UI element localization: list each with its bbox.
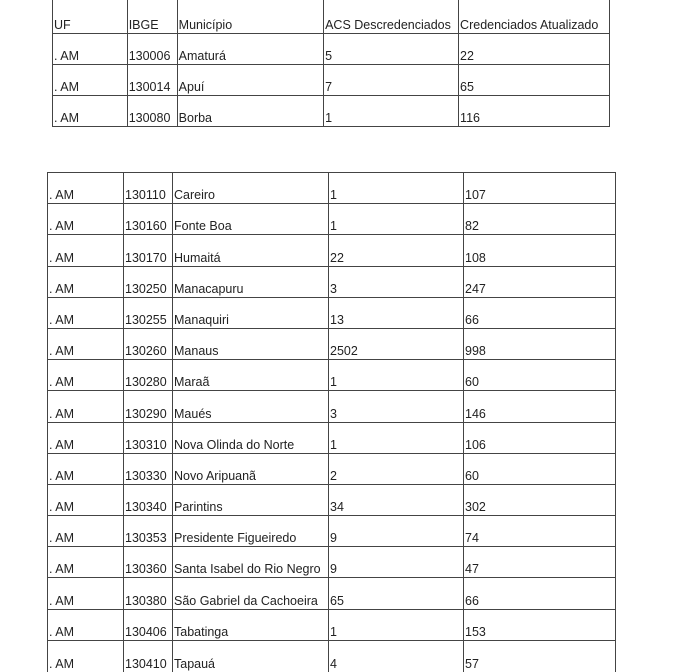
table-row [48,391,616,422]
header-municipio: Município [177,0,323,33]
table-row [48,547,616,578]
cell-uf: . AM [48,266,124,297]
cell-acs: 1 [329,204,464,235]
cell-credenciados: 107 [464,173,616,204]
cell-credenciados: 60 [464,453,616,484]
cell-acs: 22 [329,235,464,266]
header-ibge: IBGE [127,0,177,33]
header-credenciados-atualizado: Credenciados Atualizado [459,0,610,33]
cell-municipio: Borba [177,95,323,126]
cell-acs: 5 [324,33,459,64]
cell-acs: 1 [329,173,464,204]
table-row [48,453,616,484]
cell-municipio: Amaturá [177,33,323,64]
cell-municipio: São Gabriel da Cachoeira [173,578,329,609]
cell-credenciados: 47 [464,547,616,578]
table-row [48,173,616,204]
cell-credenciados: 22 [459,33,610,64]
cell-ibge: 130006 [127,33,177,64]
cell-ibge: 130310 [124,422,173,453]
cell-credenciados: 60 [464,360,616,391]
cell-credenciados: 108 [464,235,616,266]
cell-acs: 2 [329,453,464,484]
cell-credenciados: 65 [459,64,610,95]
cell-acs: 13 [329,297,464,328]
cell-uf: . AM [48,360,124,391]
cell-ibge: 130330 [124,453,173,484]
cell-uf: . AM [48,391,124,422]
cell-uf: . AM [48,173,124,204]
cell-ibge: 130080 [127,95,177,126]
cell-ibge: 130410 [124,640,173,671]
cell-credenciados: 57 [464,640,616,671]
cell-ibge: 130406 [124,609,173,640]
header-uf: UF [53,0,128,33]
cell-acs: 3 [329,391,464,422]
table-row [48,422,616,453]
cell-acs: 9 [329,547,464,578]
cell-acs: 1 [329,422,464,453]
cell-acs: 3 [329,266,464,297]
cell-uf: . AM [48,328,124,359]
cell-municipio: Fonte Boa [173,204,329,235]
cell-municipio: Tapauá [173,640,329,671]
cell-uf: . AM [48,453,124,484]
cell-credenciados: 247 [464,266,616,297]
cell-municipio: Parintins [173,484,329,515]
cell-ibge: 130380 [124,578,173,609]
cell-credenciados: 106 [464,422,616,453]
cell-acs: 1 [329,360,464,391]
table-row [48,640,616,671]
cell-uf: . AM [48,640,124,671]
cell-municipio: Humaitá [173,235,329,266]
cell-uf: . AM [48,235,124,266]
cell-credenciados: 66 [464,578,616,609]
cell-municipio: Maraã [173,360,329,391]
cell-ibge: 130110 [124,173,173,204]
cell-ibge: 130280 [124,360,173,391]
cell-uf: . AM [48,516,124,547]
cell-acs: 9 [329,516,464,547]
cell-uf: . AM [48,297,124,328]
table-row [53,64,610,95]
cell-acs: 1 [324,95,459,126]
cell-ibge: 130170 [124,235,173,266]
cell-municipio: Apuí [177,64,323,95]
table-row [48,609,616,640]
cell-uf: . AM [53,64,128,95]
table-row [48,297,616,328]
cell-acs: 34 [329,484,464,515]
cell-ibge: 130260 [124,328,173,359]
cell-ibge: 130360 [124,547,173,578]
cell-municipio: Presidente Figueiredo [173,516,329,547]
table-row [48,516,616,547]
cell-uf: . AM [53,95,128,126]
cell-ibge: 130255 [124,297,173,328]
cell-credenciados: 116 [459,95,610,126]
cell-municipio: Tabatinga [173,609,329,640]
table-row [48,328,616,359]
table-row [48,578,616,609]
table-row [53,33,610,64]
cell-uf: . AM [48,609,124,640]
cell-credenciados: 302 [464,484,616,515]
cell-municipio: Manaus [173,328,329,359]
cell-acs: 7 [324,64,459,95]
table-row [48,204,616,235]
cell-uf: . AM [48,578,124,609]
cell-uf: . AM [48,422,124,453]
cell-uf: . AM [48,547,124,578]
cell-ibge: 130290 [124,391,173,422]
table-bottom [47,172,616,672]
cell-credenciados: 66 [464,297,616,328]
cell-credenciados: 998 [464,328,616,359]
table-row [48,266,616,297]
table-row [48,484,616,515]
cell-ibge: 130160 [124,204,173,235]
header-acs-descredenciados: ACS Descredenciados [324,0,459,33]
cell-ibge: 130340 [124,484,173,515]
cell-credenciados: 153 [464,609,616,640]
cell-acs: 4 [329,640,464,671]
table-row [53,95,610,126]
cell-ibge: 130353 [124,516,173,547]
cell-municipio: Maués [173,391,329,422]
cell-credenciados: 82 [464,204,616,235]
cell-municipio: Nova Olinda do Norte [173,422,329,453]
cell-municipio: Careiro [173,173,329,204]
cell-acs: 1 [329,609,464,640]
cell-acs: 65 [329,578,464,609]
cell-municipio: Manaquiri [173,297,329,328]
cell-acs: 2502 [329,328,464,359]
cell-credenciados: 74 [464,516,616,547]
table-header-row [53,0,610,33]
table-row [48,360,616,391]
cell-credenciados: 146 [464,391,616,422]
cell-municipio: Manacapuru [173,266,329,297]
cell-municipio: Santa Isabel do Rio Negro [173,547,329,578]
cell-uf: . AM [53,33,128,64]
table-row [48,235,616,266]
cell-ibge: 130014 [127,64,177,95]
table-top [52,0,610,127]
cell-uf: . AM [48,204,124,235]
cell-municipio: Novo Aripuanã [173,453,329,484]
cell-ibge: 130250 [124,266,173,297]
cell-uf: . AM [48,484,124,515]
